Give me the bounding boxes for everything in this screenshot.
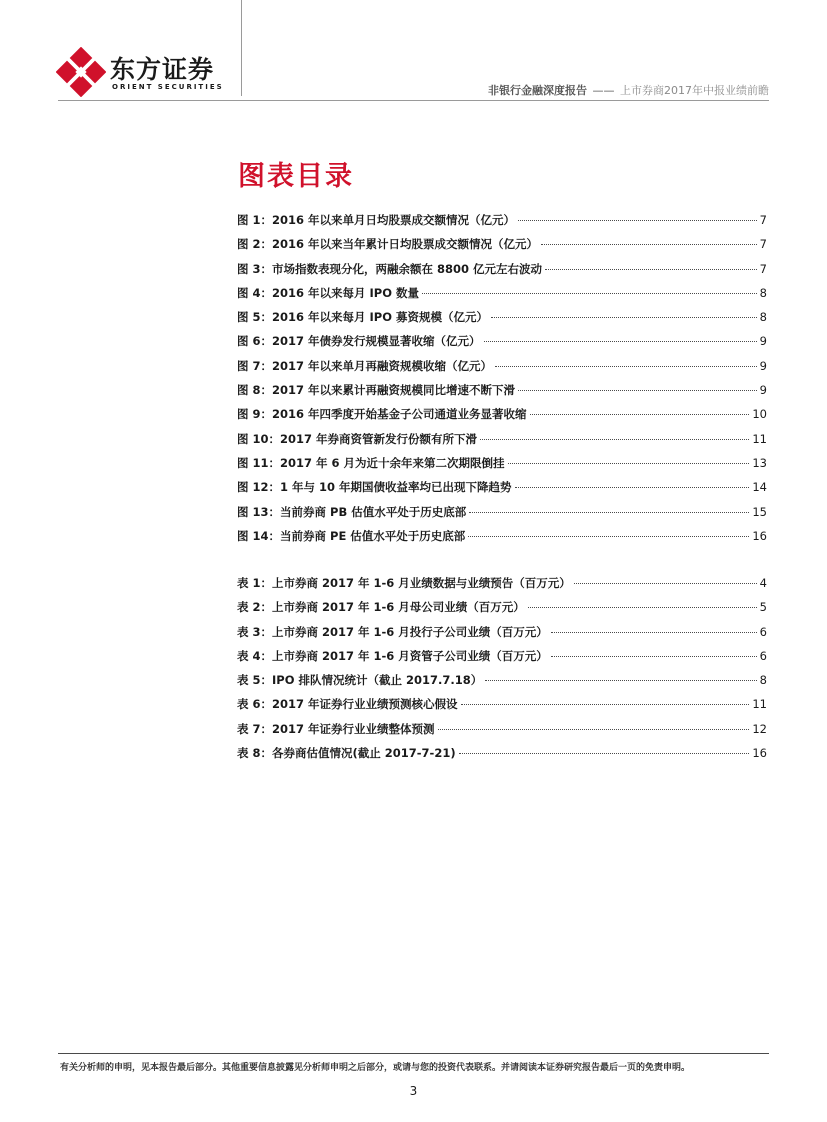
figure-entry-label[interactable]: 图 6：2017 年债券发行规模显著收缩（亿元） [237,334,481,349]
dot-leader [551,656,757,657]
dot-leader [518,390,757,391]
table-entry-page[interactable]: 12 [752,721,767,736]
figure-entry-page[interactable]: 11 [752,431,767,446]
table-entry-page[interactable]: 8 [759,673,767,688]
table-entry-label[interactable]: 表 8：各券商估值情况(截止 2017-7-21) [237,746,456,761]
figure-entry[interactable] [237,527,767,551]
dot-leader [528,607,757,608]
figure-entry-page[interactable]: 7 [759,261,767,276]
table-entry[interactable] [237,598,767,622]
header-dash: —— [592,84,615,97]
table-entry-label[interactable]: 表 5：IPO 排队情况统计（截止 2017.7.18） [237,673,483,688]
table-entry-label[interactable]: 表 6：2017 年证券行业业绩预测核心假设 [237,697,458,712]
figure-entry-page[interactable]: 13 [752,455,767,470]
dot-leader [508,463,750,464]
dot-leader [422,293,757,294]
table-entry-page[interactable]: 16 [752,746,767,761]
orient-securities-logo-icon [56,47,106,97]
brand-name-cn: 东方证券 [110,55,215,84]
figure-entry-page[interactable]: 7 [759,213,767,227]
figure-entry-label[interactable]: 图 4：2016 年以来每月 IPO 数量 [237,285,420,300]
dot-leader [484,341,757,342]
dot-leader [469,512,749,513]
dot-leader [545,269,757,270]
header-divider [241,0,242,96]
dot-leader [518,220,757,221]
dot-leader [459,753,750,754]
table-entry-label[interactable]: 表 4：上市券商 2017 年 1-6 月资管子公司业绩（百万元） [237,648,548,663]
page-title: 图表目录 [238,161,354,192]
dot-leader [461,704,750,705]
report-header [488,82,769,98]
table-entry-label[interactable]: 表 7：2017 年证券行业业绩整体预测 [237,721,435,736]
figure-entry-label[interactable]: 图 14：当前券商 PE 估值水平处于历史底部 [237,528,466,543]
page-number: 3 [409,1084,418,1098]
dot-leader [515,487,750,488]
figure-entry[interactable] [237,211,767,235]
figure-list [237,211,767,551]
table-entry-page[interactable]: 5 [759,600,767,615]
table-list [237,574,767,768]
figure-entry[interactable] [237,284,767,308]
table-entry[interactable] [237,574,767,598]
dot-leader [495,366,757,367]
dot-leader [468,536,749,537]
table-entry-label[interactable]: 表 3：上市券商 2017 年 1-6 月投行子公司业绩（百万元） [237,624,548,639]
figure-entry-page[interactable]: 14 [752,480,767,495]
dot-leader [480,439,749,440]
figure-entry[interactable] [237,430,767,454]
figure-entry-page[interactable]: 9 [759,334,767,349]
figure-entry[interactable] [237,381,767,405]
figure-entry-label[interactable]: 图 11：2017 年 6 月为近十余年来第二次期限倒挂 [237,455,505,470]
figure-entry-page[interactable]: 15 [752,504,767,519]
table-entry[interactable] [237,744,767,768]
figure-entry-label[interactable]: 图 2：2016 年以来当年累计日均股票成交额情况（亿元） [237,237,539,252]
table-entry[interactable] [237,647,767,671]
figure-entry[interactable] [237,357,767,381]
table-entry-page[interactable]: 6 [759,648,767,663]
figure-entry[interactable] [237,235,767,259]
disclaimer: 有关分析师的申明，见本报告最后部分。其他重要信息披露见分析师申明之后部分，或请与您的投资代表联系。并请阅读本证券研究报告最后一页的免责申明。 [60,1063,691,1073]
company-logo [56,47,226,97]
footer-rule [58,1053,769,1054]
figure-entry-label[interactable]: 图 12：1 年与 10 年期国债收益率均已出现下降趋势 [237,480,512,495]
figure-entry-page[interactable]: 7 [759,237,767,252]
figure-entry[interactable] [237,405,767,429]
figure-entry[interactable] [237,478,767,502]
figure-entry-page[interactable]: 8 [759,310,767,325]
dot-leader [530,414,750,415]
dot-leader [541,244,757,245]
dot-leader [491,317,757,318]
table-entry[interactable] [237,623,767,647]
header-rule [58,100,769,101]
figure-entry-label[interactable]: 图 9：2016 年四季度开始基金子公司通道业务显著收缩 [237,407,527,422]
figure-entry-page[interactable]: 9 [759,383,767,398]
figure-entry-page[interactable]: 8 [759,285,767,300]
figure-entry-label[interactable]: 图 13：当前券商 PB 估值水平处于历史底部 [237,504,467,519]
figure-entry-page[interactable]: 9 [759,358,767,373]
table-entry-page[interactable]: 11 [752,697,767,712]
figure-entry-label[interactable]: 图 10：2017 年券商资管新发行份额有所下滑 [237,431,478,446]
report-subtitle: 上市券商2017年中报业绩前瞻 [620,84,769,97]
table-entry-page[interactable]: 4 [759,576,767,590]
figure-entry-label[interactable]: 图 8：2017 年以来累计再融资规模同比增速不断下滑 [237,383,516,398]
brand-name-en: ORIENT SECURITIES [112,83,224,91]
figure-entry-label[interactable]: 图 1：2016 年以来单月日均股票成交额情况（亿元） [237,213,516,227]
figure-entry-label[interactable]: 图 5：2016 年以来每月 IPO 募资规模（亿元） [237,310,489,325]
table-entry[interactable] [237,671,767,695]
report-type: 非银行金融深度报告 [488,84,587,97]
figure-entry-page[interactable]: 10 [752,407,767,422]
figure-entry-label[interactable]: 图 7：2017 年以来单月再融资规模收缩（亿元） [237,358,493,373]
figure-entry[interactable] [237,503,767,527]
table-entry-page[interactable]: 6 [759,624,767,639]
figure-entry[interactable] [237,332,767,356]
table-entry-label[interactable]: 表 2：上市券商 2017 年 1-6 月母公司业绩（百万元） [237,600,525,615]
figure-entry[interactable] [237,308,767,332]
table-entry[interactable] [237,695,767,719]
figure-entry-label[interactable]: 图 3：市场指数表现分化，两融余额在 8800 亿元左右波动 [237,261,543,276]
figure-entry[interactable] [237,260,767,284]
dot-leader [551,632,757,633]
dot-leader [438,729,750,730]
dot-leader [574,583,757,584]
dot-leader [485,680,756,681]
table-entry-label[interactable]: 表 1：上市券商 2017 年 1-6 月业绩数据与业绩预告（百万元） [237,576,571,590]
figure-entry-page[interactable]: 16 [752,528,767,543]
table-entry[interactable] [237,720,767,744]
figure-entry[interactable] [237,454,767,478]
